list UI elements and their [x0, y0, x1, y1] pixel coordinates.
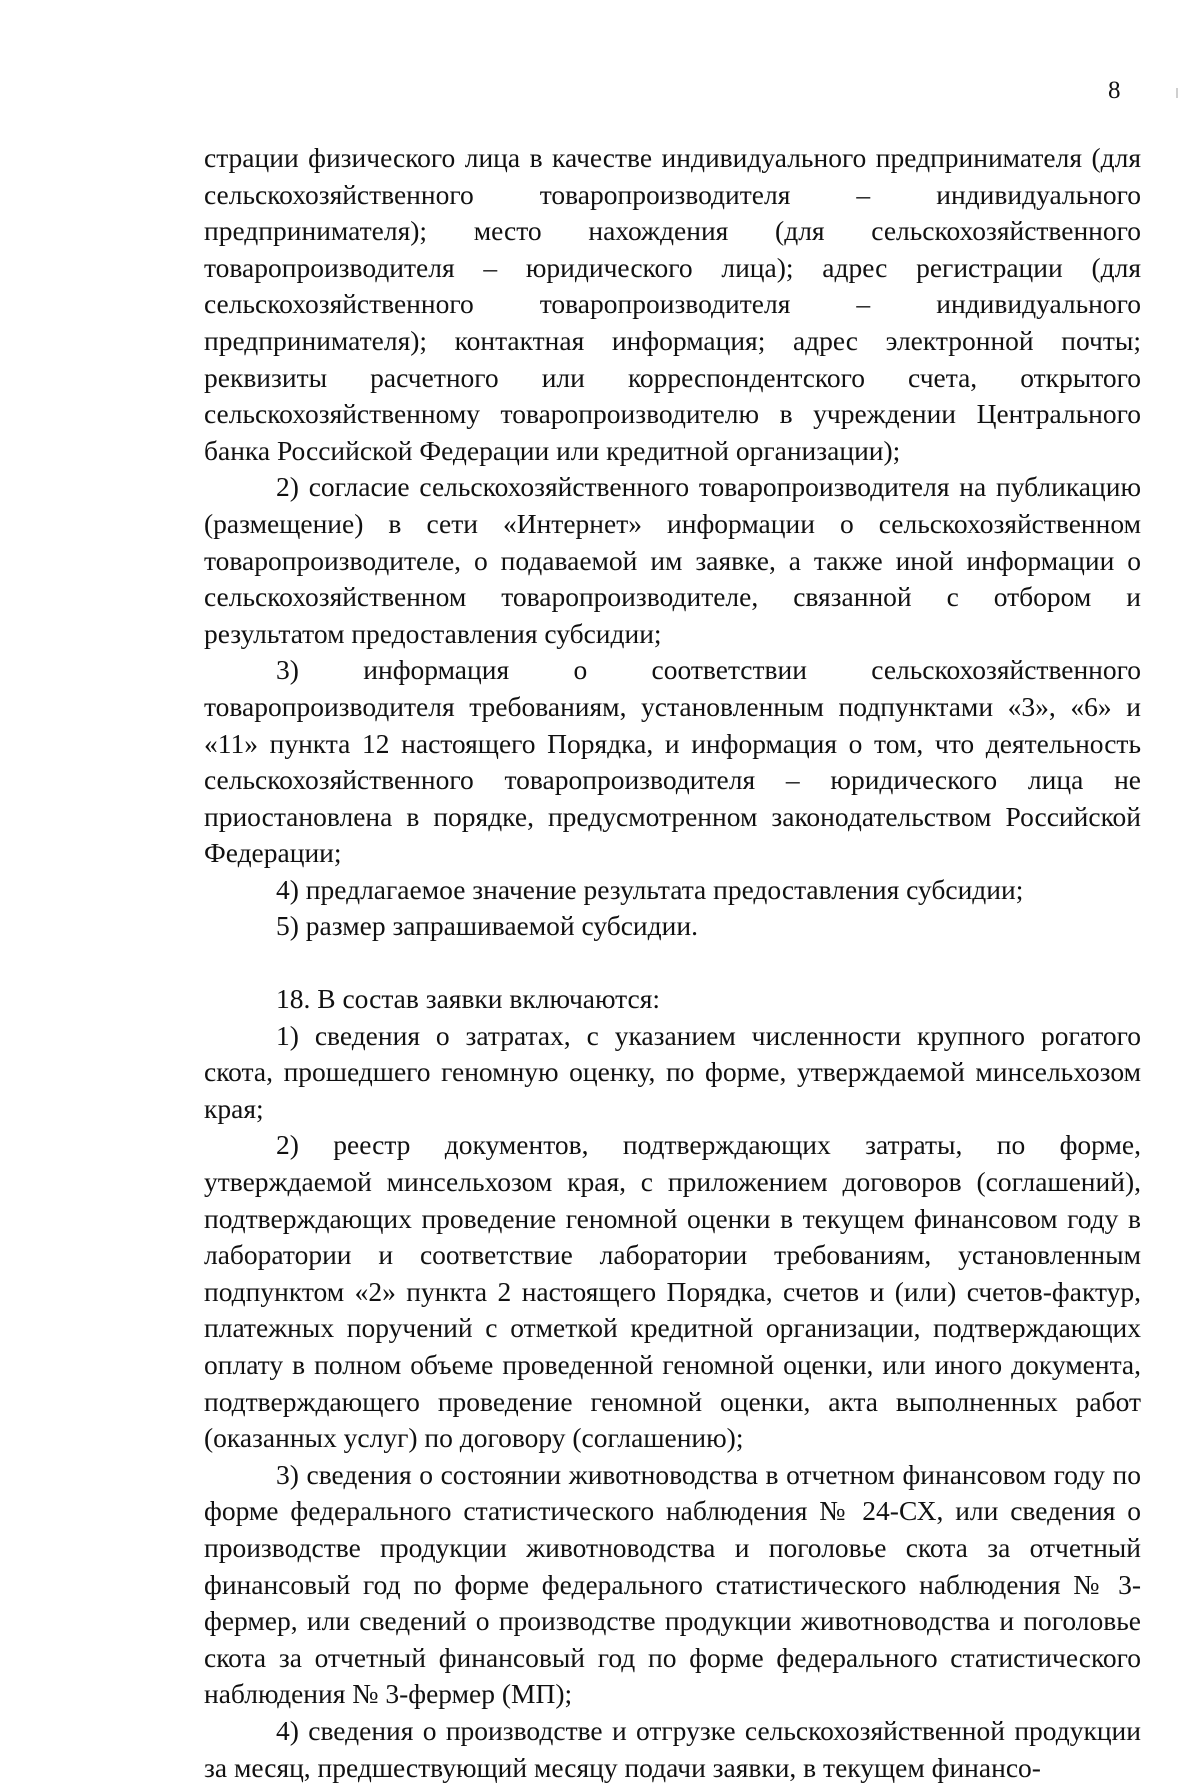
- paragraph-continuation: страции физического лица в качестве индивидуального предпринимателя (для сельскохозяйственного товаропроизводителя – индивидуального предпринимателя); место нахождения (для сельскохозяйственного товаропроизводителя – юридического лица); адрес регистрации (для сельскохозяйственного товаропроизводителя – индивидуального предпринимателя); контактная информация; адрес электронной почты; реквизиты расчетного или корреспондентского счета, открытого сельскохозяйственному товаропроизводителю в учреждении Центрального банка Российской Федерации или кредитной организации);: [204, 142, 1141, 466]
- paragraph-item-4-result: 4) предлагаемое значение результата предоставления субсидии;: [276, 873, 1024, 905]
- paragraph-item-5-amount: 5) размер запрашиваемой субсидии.: [276, 910, 698, 942]
- document-body: [204, 140, 1141, 1786]
- paragraph-18-item-3: 3) сведения о состоянии животноводства в отчетном финансовом году по форме федерального статистического наблюдения № 24-СХ, или сведения о производстве продукции животноводства и поголовье скота за отчетный финансовый год по форме федерального статистического наблюдения № 3-фермер, или сведений о производстве продукции животноводства и поголовье скота за отчетный финансовый год по форме федерального статистического наблюдения № 3-фермер (МП);: [204, 1458, 1141, 1710]
- paragraph-18-item-4: 4) сведения о производстве и отгрузке сельскохозяйственной продукции за месяц, предшествующий месяцу подачи заявки, в текущем финансо-: [204, 1714, 1141, 1783]
- paragraph-18-item-1: 1) сведения о затратах, с указанием численности крупного рогатого скота, прошедшего геномную оценку, по форме, утверждаемой минсельхозом края;: [204, 1019, 1141, 1124]
- paragraph-section-18-heading: 18. В состав заявки включаются:: [276, 983, 661, 1015]
- scan-artifact: [1176, 88, 1178, 98]
- paragraph-18-item-2: 2) реестр документов, подтверждающих затраты, по форме, утверждаемой минсельхозом края, с приложением договоров (соглашений), подтверждающих проведение геномной оценки в текущем финансовом году в лаборатории и соответствие лаборатории требованиям, установленным подпунктом «2» пункта 2 настоящего Порядка, счетов и (или) счетов-фактур, платежных поручений с отметкой кредитной организации, подтверждающих оплату в полном объеме проведенной геномной оценки, или иного документа, подтверждающего проведение геномной оценки, акта выполненных работ (оказанных услуг) по договору (соглашению);: [204, 1129, 1141, 1454]
- paragraph-item-2-consent: 2) согласие сельскохозяйственного товаропроизводителя на публикацию (размещение) в сети «Интернет» информации о сельскохозяйственном товаропроизводителе, о подаваемой им заявке, а также иной информации о сельскохозяйственном товаропроизводителе, связанной с отбором и результатом предоставления субсидии;: [204, 471, 1141, 649]
- paragraph-item-3-compliance: 3) информация о соответствии сельскохозяйственного товаропроизводителя требованиям, установленным подпунктами «3», «6» и «11» пункта 12 настоящего Порядка, и информация о том, что деятельность сельскохозяйственного товаропроизводителя – юридического лица не приостановлена в порядке, предусмотренном законодательством Российской Федерации;: [204, 654, 1141, 869]
- page-number: 8: [1108, 77, 1121, 104]
